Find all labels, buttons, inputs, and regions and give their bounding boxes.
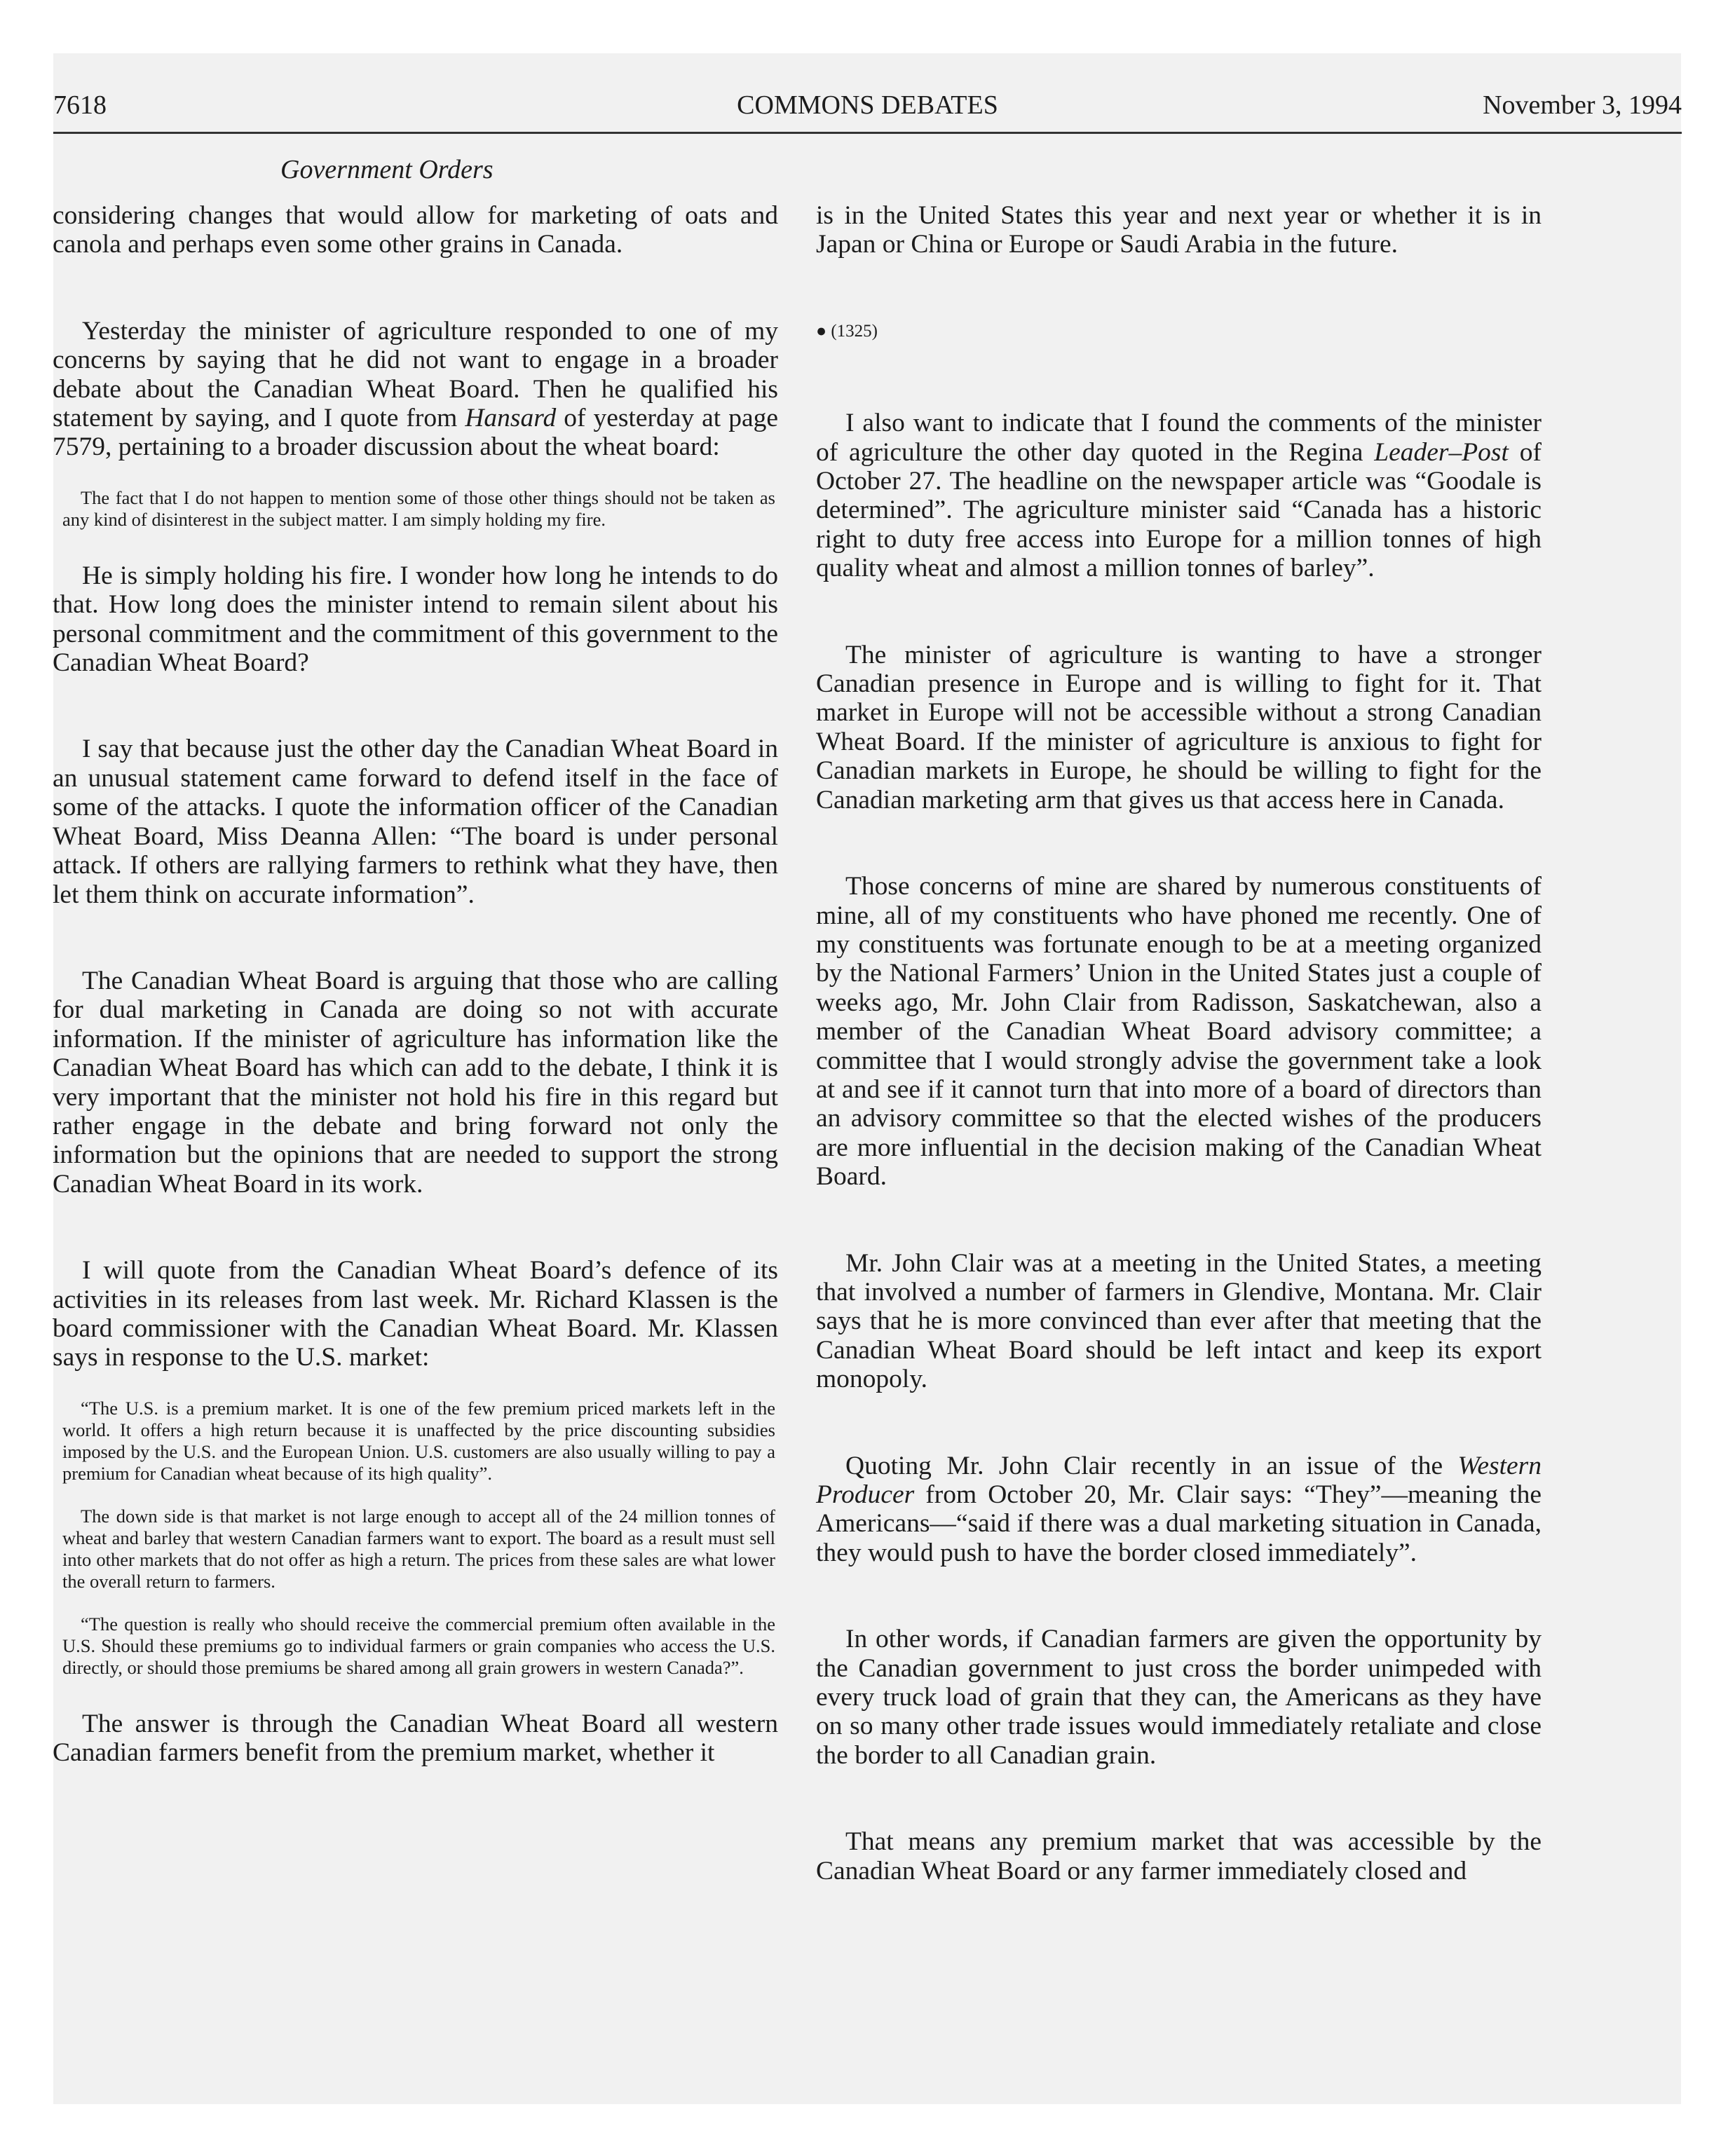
page-number: 7618 [53, 90, 107, 120]
paragraph: The Canadian Wheat Board is arguing that those who are calling for dual marketing in Canada are doing so not with accurate information. If the minister of agriculture has information like the Canadian Wheat Board has which can add to the debate, I think it is very important that the minister not hold his fire in this regard but rather engage in the debate and bring forward not only the information but the opinions that are needed to support the strong Canadian Wheat Board in its work. [53, 966, 778, 1199]
paragraph [816, 409, 1542, 582]
paragraph: That means any premium market that was accessible by the Canadian Wheat Board or any farmer immediately closed and [816, 1827, 1542, 1885]
paragraph: Mr. John Clair was at a meeting in the United States, a meeting that involved a number of farmers in Glendive, Montana. Mr. Clair says that he is more convinced than ever after that meeting that the Canadian Wheat Board should be left intact and keep its export monopoly. [816, 1248, 1542, 1394]
quote-paragraph: The down side is that market is not large enough to accept all of the 24 million tonnes of wheat and barley that western Canadian farmers want to export. The board as a result must sell into other markets that do not offer as high a return. The prices from these sales are what lower the overall return to farmers. [62, 1505, 775, 1592]
text-run: Yesterday the minister of agriculture responded to one of my concerns by saying that he did not want to engage in a broader debate about the Canadian Wheat Board. Then he qualified his statement by saying, and I quote from [53, 316, 778, 433]
text-run: Quoting Mr. John Clair recently in an issue of the [845, 1451, 1458, 1480]
paragraph: The minister of agriculture is wanting to have a stronger Canadian presence in Europe and is willing to fight for it. That market in Europe will not be accessible without a strong Canadian Wheat Board. If the minister of agriculture is anxious to fight for Canadian markets in Europe, he should be willing to fight for the Canadian marketing arm that gives us that access here in Canada. [816, 640, 1542, 814]
paragraph: I will quote from the Canadian Wheat Board’s defence of its activities in its releases from last week. Mr. Richard Klassen is the board commissioner with the Canadian Wheat Board. Mr. Klassen says in response to the U.S. market: [53, 1256, 778, 1372]
paragraph: is in the United States this year and next year or whether it is in Japan or China or Europe or Saudi Arabia in the future. [816, 201, 1542, 259]
section-title: Government Orders [280, 155, 494, 184]
right-column [816, 201, 1542, 1885]
text-run: of yesterday at page 7579, pertaining to a broader discussion about the wheat board: [53, 404, 778, 462]
page-header [53, 90, 1682, 134]
publication-title: COMMONS DEBATES [737, 90, 998, 120]
publication-date: November 3, 1994 [1483, 90, 1682, 120]
text-run: from October 20, Mr. Clair says: “They”—meaning the Americans—“said if there was a dual marketing situation in Canada, they would push to have the border closed immediately”. [816, 1480, 1542, 1567]
italic-citation: Hansard [465, 404, 557, 433]
italic-citation: Western Producer [816, 1451, 1542, 1509]
time-marker: ● (1325) [816, 321, 878, 341]
quote-paragraph: “The U.S. is a premium market. It is one of the few premium priced markets left in the world. It offers a high return because it is unaffected by the price discounting subsidies imposed by the U.S. and the European Union. U.S. customers are also usually willing to pay a premium for Canadian wheat because of its high quality”. [62, 1397, 775, 1484]
paragraph: In other words, if Canadian farmers are given the opportunity by the Canadian government to just cross the border unimpeded with every truck load of grain that they can, the Americans as they have on so many other trade issues would immediately retaliate and close the border to all Canadian grain. [816, 1625, 1542, 1770]
block-quote [62, 1398, 775, 1679]
text-run: I also want to indicate that I found the comments of the minister of agriculture the other day quoted in the Regina [816, 409, 1542, 467]
paragraph: The answer is through the Canadian Wheat Board all western Canadian farmers benefit from the premium market, whether it [53, 1709, 778, 1768]
block-quote [62, 487, 775, 531]
time-marker-label: (1325) [831, 321, 878, 341]
italic-citation: Leader–Post [1374, 437, 1509, 467]
paragraph: Those concerns of mine are shared by numerous constituents of mine, all of my constituents who have phoned me recently. One of my constituents was fortunate enough to be at a meeting organized by the National Farmers’ Union in the United States just a couple of weeks ago, Mr. John Clair from Radisson, Saskatchewan, also a member of the Canadian Wheat Board advisory committee; a committee that I would strongly advise the government take a look at and see if it cannot turn that into more of a board of directors than an advisory committee so that the elected wishes of the producers are more influential in the decision making of the Canadian Wheat Board. [816, 872, 1542, 1192]
paragraph [53, 317, 778, 462]
paragraph: He is simply holding his fire. I wonder how long he intends to do that. How long does the minister intend to remain silent about his personal commitment and the commitment of this government to the Canadian Wheat Board? [53, 561, 778, 678]
paragraph: considering changes that would allow for marketing of oats and canola and perhaps even some other grains in Canada. [53, 201, 778, 259]
quote-paragraph: “The question is really who should receive the commercial premium often available in the U.S. Should these premiums go to individual farmers or grain companies who access the U.S. directly, or should those premiums be shared among all grain growers in western Canada?”. [62, 1613, 775, 1678]
paragraph: I say that because just the other day the Canadian Wheat Board in an unusual statement came forward to defend itself in the face of some of the attacks. I quote the information officer of the Canadian Wheat Board, Miss Deanna Allen: “The board is under personal attack. If others are rallying farmers to rethink what they have, then let them think on accurate information”. [53, 735, 778, 909]
text-run: of October 27. The headline on the newspaper article was “Goodale is determined”. The agriculture minister said “Canada has a historic right to duty free access into Europe for a million tonnes of high quality wheat and almost a million tonnes of barley”. [816, 437, 1542, 583]
paragraph [816, 1452, 1542, 1568]
quote-paragraph: The fact that I do not happen to mention some of those other things should not be taken as any kind of disinterest in the subject matter. I am simply holding my fire. [62, 486, 775, 530]
left-column [53, 201, 778, 1768]
